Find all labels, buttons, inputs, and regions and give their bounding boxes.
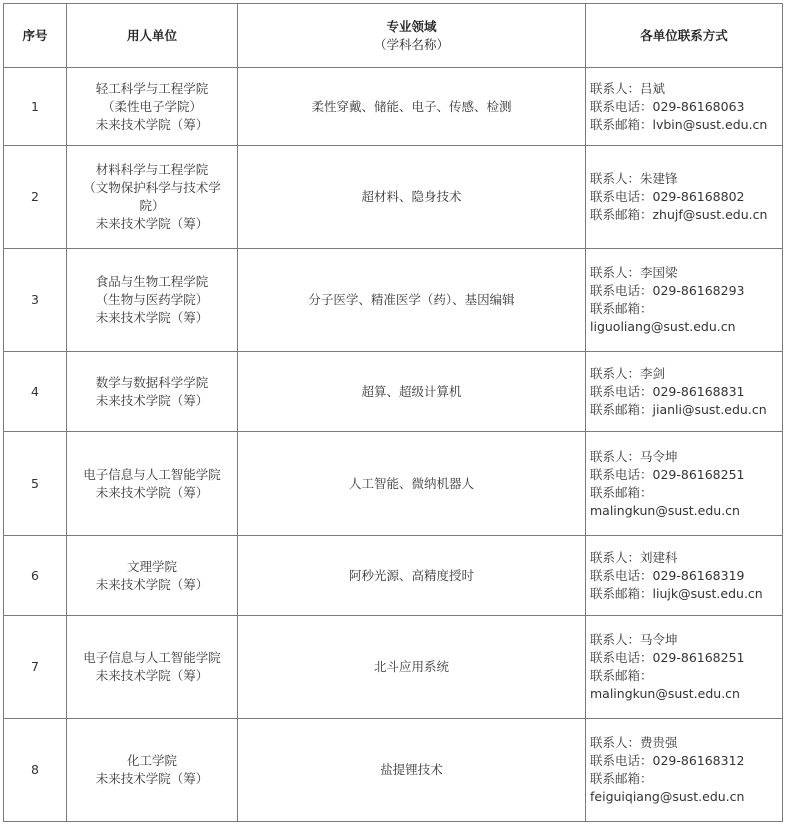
contact-line: liguoliang@sust.edu.cn [590, 319, 736, 334]
contact-cell [586, 719, 783, 822]
contact-cell [586, 68, 783, 146]
contact-line: 联系邮箱： [590, 771, 653, 786]
contact-line: 联系邮箱：lvbin@sust.edu.cn [590, 116, 768, 132]
row-index: 8 [4, 719, 67, 822]
row-index: 7 [4, 616, 67, 719]
table-row [4, 719, 783, 822]
table-row [4, 68, 783, 146]
field-cell: 盐提锂技术 [238, 719, 586, 822]
employer-cell [67, 616, 238, 719]
contact-line: 联系人：费贵强 [590, 735, 678, 750]
contact-line: 联系人：朱建锋 [590, 171, 678, 186]
row-index: 4 [4, 352, 67, 432]
field-cell: 北斗应用系统 [238, 616, 586, 719]
contact-line: 联系电话：029-86168312 [590, 753, 745, 768]
contact-line: feiguiqiang@sust.edu.cn [590, 789, 745, 804]
employer-line: 食品与生物工程学院 [95, 274, 209, 289]
contact-line: 联系电话：029-86168293 [590, 283, 745, 298]
employer-line: 未来技术学院（筹） [95, 392, 209, 408]
contact-line: 联系电话：029-86168831 [590, 383, 745, 399]
employer-cell [67, 249, 238, 352]
field-cell: 阿秒光源、高精度授时 [238, 536, 586, 616]
employer-cell [67, 146, 238, 249]
contact-cell [586, 249, 783, 352]
table-row [4, 536, 783, 616]
contact-line: 联系电话：029-86168063 [590, 98, 745, 114]
employer-line: 数学与数据科学学院 [95, 374, 209, 390]
table-row [4, 146, 783, 249]
employer-line: 未来技术学院（筹） [95, 216, 209, 231]
contact-line: 联系人：李国梁 [590, 265, 678, 280]
field-cell: 人工智能、微纳机器人 [238, 432, 586, 536]
employer-line: 电子信息与人工智能学院 [83, 466, 221, 482]
contact-line: 联系电话：029-86168251 [590, 650, 745, 665]
employer-line: 电子信息与人工智能学院 [83, 650, 221, 665]
employer-line: 未来技术学院（筹） [95, 484, 209, 500]
field-cell: 柔性穿戴、储能、电子、传感、检测 [238, 68, 586, 146]
contact-line: malingkun@sust.edu.cn [590, 502, 740, 518]
employer-line: 未来技术学院（筹） [95, 576, 209, 592]
employer-line: 文理学院 [126, 558, 177, 574]
row-index: 2 [4, 146, 67, 249]
employer-line: 未来技术学院（筹） [95, 116, 209, 132]
contact-line: 联系邮箱：zhujf@sust.edu.cn [590, 207, 768, 222]
contact-cell [586, 536, 783, 616]
field-cell: 超材料、隐身技术 [238, 146, 586, 249]
contact-line: 联系电话：029-86168251 [590, 466, 745, 482]
employer-line: （柔性电子学院） [101, 98, 202, 114]
employer-cell [67, 536, 238, 616]
employer-cell [67, 352, 238, 432]
employer-line: 未来技术学院（筹） [95, 668, 209, 683]
table-row [4, 249, 783, 352]
contact-cell [586, 352, 783, 432]
header-contact: 各单位联系方式 [586, 4, 783, 68]
employer-line: 未来技术学院（筹） [95, 310, 209, 325]
contact-line: 联系人：刘建科 [590, 549, 678, 565]
contact-line: malingkun@sust.edu.cn [590, 686, 740, 701]
contact-line: 联系邮箱：liujk@sust.edu.cn [590, 585, 763, 601]
header-field-subtitle: （学科名称） [373, 36, 449, 52]
employer-cell [67, 432, 238, 536]
table-row [4, 352, 783, 432]
table-body [4, 68, 783, 822]
contact-line: 联系人：李剑 [590, 365, 666, 381]
row-index: 5 [4, 432, 67, 536]
contact-cell [586, 616, 783, 719]
field-cell: 超算、超级计算机 [238, 352, 586, 432]
contacts-table [3, 3, 783, 822]
contact-line: 联系电话：029-86168802 [590, 189, 745, 204]
field-cell: 分子医学、精准医学（药）、基因编辑 [238, 249, 586, 352]
row-index: 1 [4, 68, 67, 146]
row-index: 3 [4, 249, 67, 352]
header-row [4, 4, 783, 68]
employer-line: （生物与医药学院） [95, 292, 209, 307]
contact-line: 联系邮箱：jianli@sust.edu.cn [590, 401, 767, 417]
contact-line: 联系邮箱： [590, 484, 653, 500]
header-field [238, 4, 586, 68]
employer-line: 化工学院 [126, 753, 177, 768]
header-index: 序号 [4, 4, 67, 68]
contact-line: 联系人：马令坤 [590, 448, 678, 464]
employer-line: 院） [139, 198, 165, 213]
contact-cell [586, 432, 783, 536]
contact-line: 联系人：马令坤 [590, 632, 678, 647]
row-index: 6 [4, 536, 67, 616]
contact-line: 联系人：吕斌 [590, 80, 666, 96]
employer-line: 未来技术学院（筹） [95, 771, 209, 786]
contact-cell [586, 146, 783, 249]
contact-line: 联系邮箱： [590, 668, 653, 683]
contact-line: 联系邮箱： [590, 301, 653, 316]
table-row [4, 432, 783, 536]
header-field-title: 专业领域 [386, 18, 437, 34]
employer-line: 轻工科学与工程学院 [95, 80, 209, 96]
employer-cell [67, 719, 238, 822]
employer-line: 材料科学与工程学院 [95, 162, 209, 177]
header-employer: 用人单位 [67, 4, 238, 68]
contact-line: 联系电话：029-86168319 [590, 567, 745, 583]
table-row [4, 616, 783, 719]
employer-cell [67, 68, 238, 146]
employer-line: （文物保护科学与技术学 [83, 180, 221, 195]
